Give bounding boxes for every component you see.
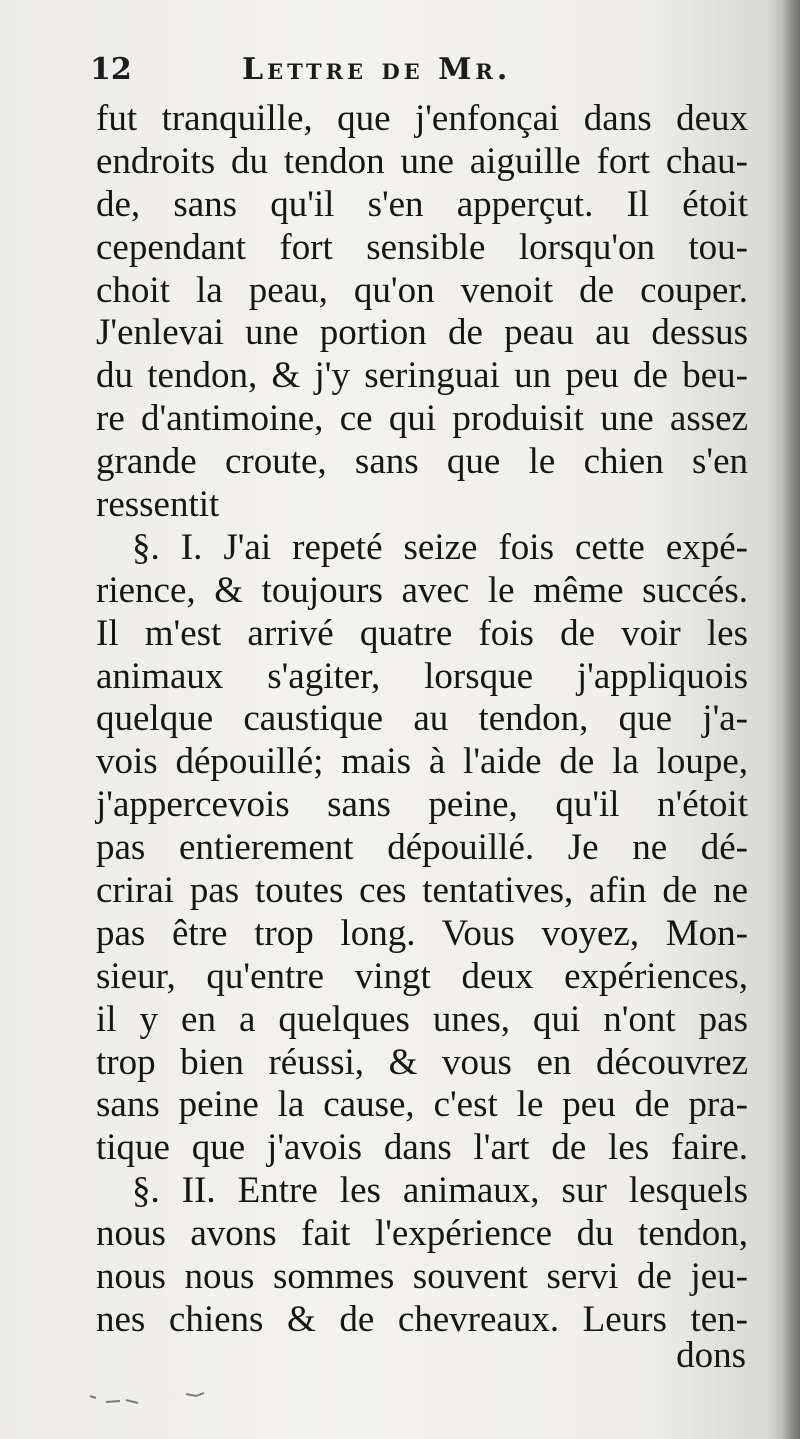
text-line: re d'antimoine, ce qui produisit une assez xyxy=(96,398,748,440)
body-text xyxy=(96,98,748,1342)
text-line: crirai pas toutes ces tentatives, afin de ne xyxy=(96,870,748,912)
text-line: animaux s'agiter, lorsque j'appliquois xyxy=(96,655,748,697)
text-line: pas entierement dépouillé. Je ne dé- xyxy=(96,827,748,869)
text-line: rience, & toujours avec le même succés. xyxy=(96,569,748,611)
text-line: nous nous sommes souvent servi de jeu- xyxy=(96,1256,748,1298)
text-line: il y en a quelques unes, qui n'ont pas xyxy=(96,998,748,1040)
ink-smudge-marks xyxy=(86,1384,226,1414)
paragraph-start-line: §. II. Entre les animaux, sur lesquels xyxy=(132,1170,748,1212)
paragraph-start-line: §. I. J'ai repeté seize fois cette expé- xyxy=(132,526,748,568)
page-number: 12 xyxy=(90,52,132,87)
text-line: tique que j'avois dans l'art de les faire. xyxy=(96,1127,748,1169)
page-header xyxy=(90,48,770,92)
text-line: sieur, qu'entre vingt deux expériences, xyxy=(96,955,748,997)
running-title: Lettre de Mr. xyxy=(242,52,512,87)
text-line: Il m'est arrivé quatre fois de voir les xyxy=(96,612,748,654)
text-line: nous avons fait l'expérience du tendon, xyxy=(96,1213,748,1255)
text-line: sans peine la cause, c'est le peu de pra- xyxy=(96,1084,748,1126)
text-line: quelque caustique au tendon, que j'a- xyxy=(96,698,748,740)
text-line: endroits du tendon une aiguille fort chau- xyxy=(96,140,748,182)
text-line: de, sans qu'il s'en apperçut. Il étoit xyxy=(96,183,748,225)
text-line: vois dépouillé; mais à l'aide de la loupe, xyxy=(96,741,748,783)
catchword: dons xyxy=(676,1335,746,1376)
text-line: grande croute, sans que le chien s'en xyxy=(96,441,748,483)
text-line: pas être trop long. Vous voyez, Mon- xyxy=(96,912,748,954)
text-line: ressentit xyxy=(96,484,220,526)
text-line: J'enlevai une portion de peau au dessus xyxy=(96,312,748,354)
text-line: j'appercevois sans peine, qu'il n'étoit xyxy=(96,784,748,826)
text-line: trop bien réussi, & vous en découvrez xyxy=(96,1041,748,1083)
text-line: nes chiens & de chevreaux. Leurs ten- xyxy=(96,1298,748,1340)
text-line: choit la peau, qu'on venoit de couper. xyxy=(96,269,748,311)
text-line: fut tranquille, que j'enfonçai dans deux xyxy=(96,98,748,139)
text-line: du tendon, & j'y seringuai un peu de beu- xyxy=(96,355,748,397)
text-line: cependant fort sensible lorsqu'on tou- xyxy=(96,226,748,268)
